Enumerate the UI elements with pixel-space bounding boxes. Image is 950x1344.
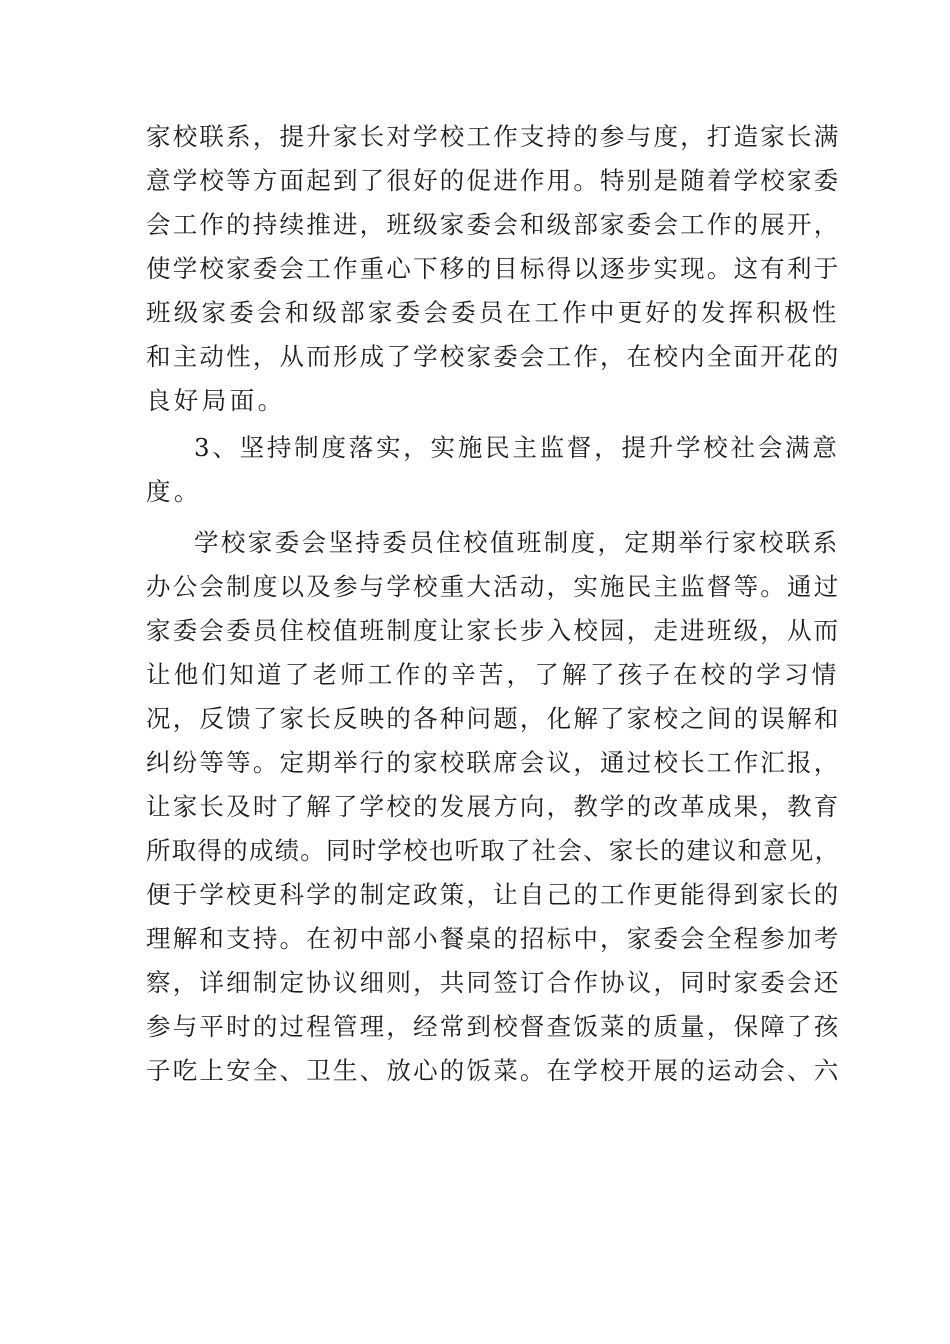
paragraph-line: 便于学校更科学的制定政策，让自己的工作更能得到家长的 <box>146 880 841 909</box>
section-heading-line: 3、坚持制度落实，实施民主监督，提升学校社会满意 <box>194 433 840 462</box>
paragraph-line: 学校家委会坚持委员住校值班制度，定期举行家校联系 <box>194 528 840 557</box>
paragraph-line: 和主动性，从而形成了学校家委会工作，在校内全面开花的 <box>146 342 841 371</box>
paragraph-line: 家委会委员住校值班制度让家长步入校园，走进班级，从而 <box>146 616 841 645</box>
paragraph-line: 意学校等方面起到了很好的促进作用。特别是随着学校家委 <box>146 166 841 195</box>
paragraph-line: 子吃上安全、卫生、放心的饭菜。在学校开展的运动会、六 <box>146 1056 841 1085</box>
paragraph-line: 让家长及时了解了学校的发展方向，教学的改革成果，教育 <box>146 792 841 821</box>
paragraph-line: 良好局面。 <box>146 386 286 415</box>
paragraph-line: 办公会制度以及参与学校重大活动，实施民主监督等。通过 <box>146 572 841 601</box>
paragraph-line: 理解和支持。在初中部小餐桌的招标中，家委会全程参加考 <box>146 924 841 953</box>
paragraph-line: 况，反馈了家长反映的各种问题，化解了家校之间的误解和 <box>146 704 841 733</box>
paragraph-line: 所取得的成绩。同时学校也听取了社会、家长的建议和意见， <box>146 836 841 865</box>
paragraph-line: 使学校家委会工作重心下移的目标得以逐步实现。这有利于 <box>146 254 841 283</box>
paragraph-line: 会工作的持续推进，班级家委会和级部家委会工作的展开， <box>146 210 841 239</box>
paragraph-line: 让他们知道了老师工作的辛苦，了解了孩子在校的学习情 <box>146 660 840 689</box>
paragraph-line: 班级家委会和级部家委会委员在工作中更好的发挥积极性 <box>146 298 840 327</box>
section-heading-line: 度。 <box>146 477 202 506</box>
paragraph-line: 家校联系，提升家长对学校工作支持的参与度，打造家长满 <box>146 122 841 151</box>
paragraph-line: 参与平时的过程管理，经常到校督查饭菜的质量，保障了孩 <box>146 1012 841 1041</box>
paragraph-line: 纠纷等等。定期举行的家校联席会议，通过校长工作汇报， <box>146 748 841 777</box>
paragraph-line: 察，详细制定协议细则，共同签订合作协议，同时家委会还 <box>146 968 841 997</box>
